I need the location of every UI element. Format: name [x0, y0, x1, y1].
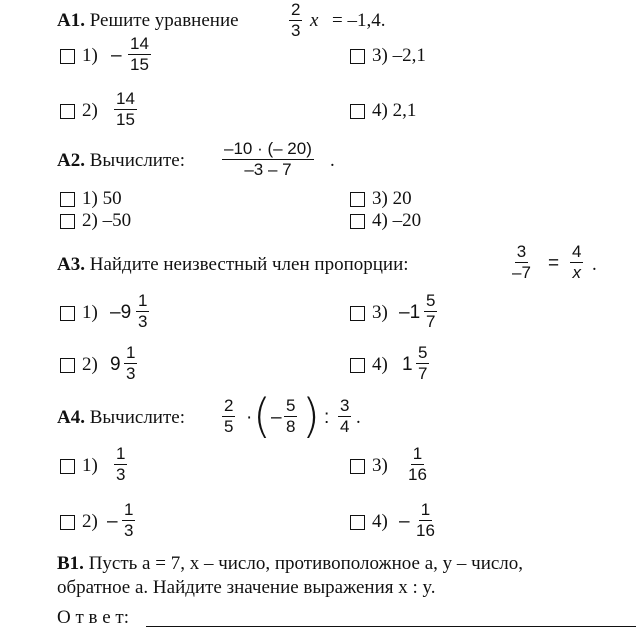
a4-tail: . [356, 407, 361, 428]
a2-tail: . [330, 150, 335, 171]
a4-text: Вычислите: [89, 407, 185, 428]
a2-question [57, 150, 185, 172]
a1-opt3-checkbox[interactable] [350, 49, 365, 64]
a4-fraction-2 [284, 396, 297, 437]
a4-f2-den: 8 [286, 417, 296, 436]
a1-opt2-number: 2) [82, 100, 98, 121]
a3-opt2-den: 3 [126, 364, 136, 383]
a4-opt3-den: 16 [408, 465, 427, 484]
a2-label: А2. [57, 150, 85, 171]
a1-opt2-num: 14 [116, 89, 135, 108]
a4-opt3-checkbox[interactable] [350, 459, 365, 474]
a3-opt3-number: 3) [372, 302, 388, 323]
a4-colon: : [324, 407, 330, 428]
a4-opt2-den: 3 [124, 521, 134, 540]
a4-f1-den: 5 [224, 417, 234, 436]
a1-equation-fraction [289, 0, 302, 41]
a3-text: Найдите неизвестный член пропорции: [89, 254, 409, 275]
a4-opt3-num: 1 [412, 444, 423, 463]
a3-opt3-fraction [424, 291, 437, 332]
a4-f2-num: 5 [286, 396, 296, 415]
a4-left-paren: ( [253, 389, 271, 443]
a4-opt4-checkbox[interactable] [350, 515, 365, 530]
a3-opt2-num: 1 [126, 343, 136, 362]
a1-opt2-fraction [114, 89, 137, 130]
a4-opt2-num: 1 [124, 500, 134, 519]
a4-opt3-number: 3) [372, 455, 388, 476]
a2-opt3-text: 3) 20 [372, 188, 412, 209]
a2-opt2-text: 2) –50 [82, 210, 132, 231]
a3-opt4-whole: 1 [402, 354, 413, 375]
a4-opt1-fraction [114, 444, 127, 485]
b1-line1 [57, 553, 523, 575]
a4-opt2-number: 2) [82, 511, 98, 532]
b1-text-line1: Пусть a = 7, x – число, противоположное a, y – число, [88, 553, 524, 574]
a4-opt4-number: 4) [372, 511, 388, 532]
a1-tail: = –1,4. [332, 10, 386, 31]
a4-opt1-num: 1 [116, 444, 126, 463]
a3-opt1-whole: –9 [110, 302, 132, 323]
a4-dot: · [246, 407, 253, 428]
a3-opt1-fraction [136, 291, 149, 332]
a2-opt3-checkbox[interactable] [350, 192, 365, 207]
a4-minus: – [271, 407, 282, 428]
a4-opt1-number: 1) [82, 455, 98, 476]
a3-equals: = [548, 253, 560, 274]
a1-opt2-checkbox[interactable] [60, 104, 75, 119]
a2-opt4-text: 4) –20 [372, 210, 422, 231]
a1-opt2-den: 15 [116, 110, 135, 129]
a1-text: Решите уравнение [89, 10, 239, 31]
a3-opt3-den: 7 [426, 312, 436, 331]
a3-opt3-whole: –1 [399, 302, 421, 323]
a3-fraction-left [510, 242, 533, 283]
a3-opt1-checkbox[interactable] [60, 306, 75, 321]
a3-opt2-whole: 9 [110, 354, 121, 375]
a4-opt4-sign: – [399, 511, 410, 532]
a1-opt1-number: 1) [82, 45, 98, 66]
a3-opt1-number: 1) [82, 302, 98, 323]
a4-right-paren: ) [302, 389, 320, 443]
a3-opt4-fraction [416, 343, 429, 384]
a2-frac-num: –10 · (– 20) [224, 139, 312, 158]
a2-opt2-checkbox[interactable] [60, 214, 75, 229]
a4-question [57, 407, 185, 429]
a1-opt1-num: 14 [130, 34, 149, 53]
a4-opt4-den: 16 [416, 521, 435, 540]
a4-opt2-sign: – [107, 511, 118, 532]
a3-opt2-checkbox[interactable] [60, 358, 75, 373]
a1-opt4-text: 4) 2,1 [372, 100, 417, 121]
a1-opt4-checkbox[interactable] [350, 104, 365, 119]
a3-f1-den: –7 [512, 263, 531, 282]
a4-fraction-1 [222, 396, 235, 437]
a4-opt2-fraction [122, 500, 135, 541]
a1-frac-den: 3 [291, 21, 301, 40]
a3-label: А3. [57, 254, 85, 275]
a1-opt1-sign: – [111, 45, 122, 66]
a1-label: А1. [57, 10, 85, 31]
a4-opt3-fraction [406, 444, 429, 485]
a2-expression-fraction [222, 139, 314, 180]
a2-text: Вычислите: [89, 150, 185, 171]
a3-opt1-den: 3 [138, 312, 148, 331]
a3-opt4-den: 7 [418, 364, 428, 383]
a4-opt1-checkbox[interactable] [60, 459, 75, 474]
a1-question [57, 10, 239, 32]
a1-opt1-den: 15 [130, 55, 149, 74]
a4-label: А4. [57, 407, 85, 428]
a1-opt1-fraction [128, 34, 151, 75]
a3-f2-den: x [572, 263, 581, 282]
a4-opt1-den: 3 [116, 465, 126, 484]
answer-label: О т в е т: [57, 607, 130, 628]
b1-label: В1. [57, 553, 84, 574]
a1-opt3-text: 3) –2,1 [372, 45, 426, 66]
a3-opt4-checkbox[interactable] [350, 358, 365, 373]
a2-opt1-checkbox[interactable] [60, 192, 75, 207]
a3-opt2-fraction [124, 343, 137, 384]
a3-f2-num: 4 [572, 242, 582, 261]
a4-opt4-fraction [414, 500, 437, 541]
a3-opt2-number: 2) [82, 354, 98, 375]
a1-var: x [310, 10, 319, 31]
a4-fraction-3 [338, 396, 351, 437]
a4-opt2-checkbox[interactable] [60, 515, 75, 530]
a3-f1-num: 3 [516, 242, 527, 261]
a3-opt4-number: 4) [372, 354, 388, 375]
a3-opt3-checkbox[interactable] [350, 306, 365, 321]
a4-f3-den: 4 [340, 417, 350, 436]
a3-opt1-num: 1 [138, 291, 148, 310]
a3-question [57, 254, 409, 276]
a4-f1-num: 2 [224, 396, 234, 415]
a1-opt1-checkbox[interactable] [60, 49, 75, 64]
a3-opt4-num: 5 [418, 343, 428, 362]
a3-fraction-right [570, 242, 583, 283]
answer-field[interactable] [146, 626, 636, 627]
b1-line2 [57, 577, 436, 599]
b1-text-line2: обратное a. Найдите значение выражения x : y. [57, 577, 436, 598]
a3-tail: . [592, 254, 597, 275]
a4-opt4-num: 1 [420, 500, 431, 519]
a2-frac-den: –3 – 7 [244, 160, 292, 179]
a3-opt3-num: 5 [426, 291, 436, 310]
a2-opt4-checkbox[interactable] [350, 214, 365, 229]
a1-frac-num: 2 [291, 0, 301, 19]
a4-f3-num: 3 [340, 396, 350, 415]
a2-opt1-text: 1) 50 [82, 188, 122, 209]
